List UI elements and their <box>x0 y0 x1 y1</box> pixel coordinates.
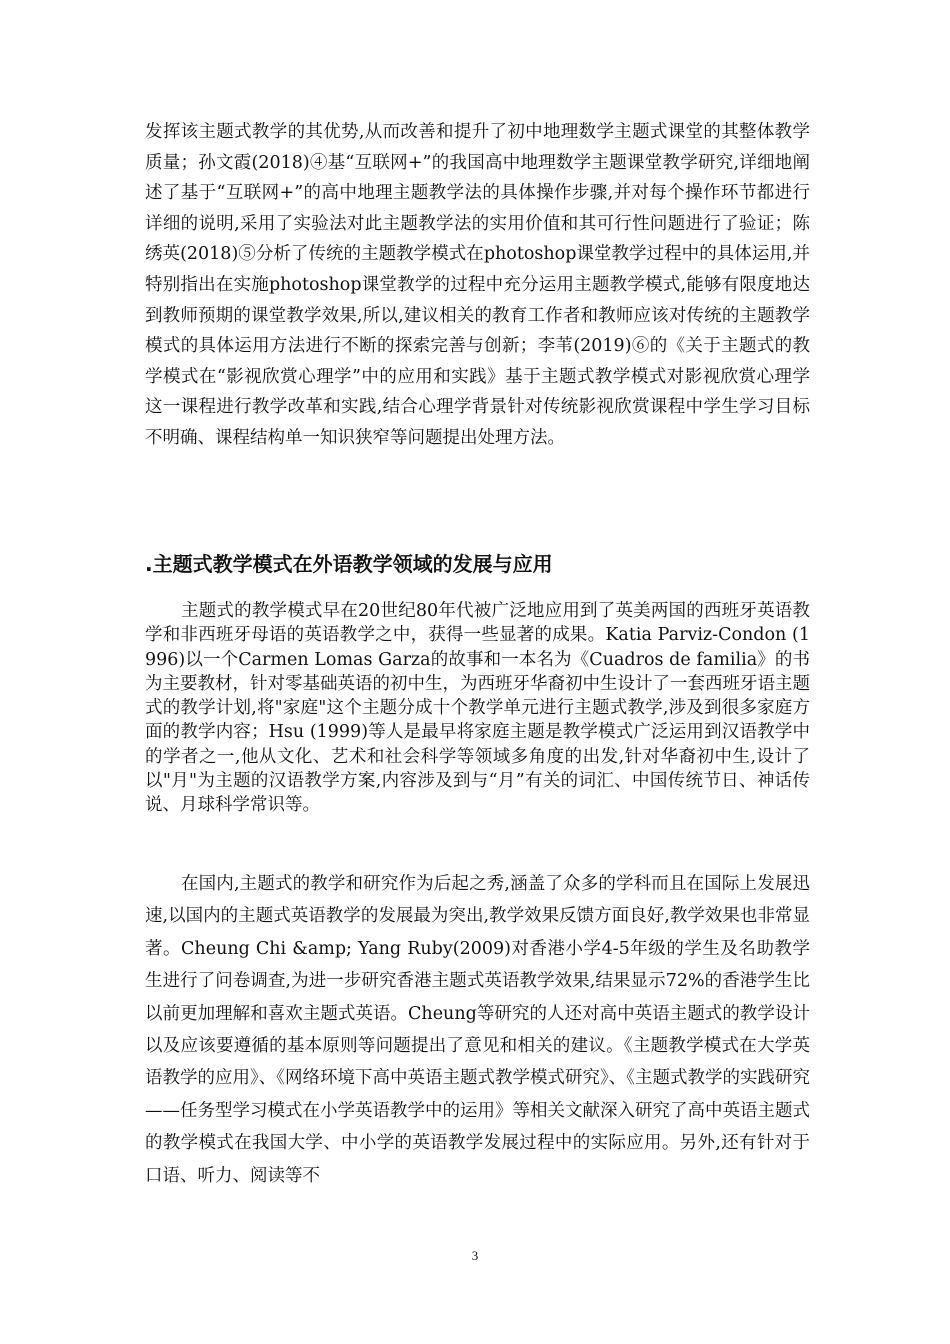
body-paragraph-3: 在国内,主题式的教学和研究作为后起之秀,涵盖了众多的学科而且在国际上发展迅速,以国内的主题式英语教学的发展最为突出,教学效果反馈方面良好,教学效果也非常显著。Cheung Chi &amp; Yang Ruby(2009)对香港小学4-5年级的学生及名助教学生进行了问卷调查,为进一步研究香港主题式英语教学效果,结果显示72%的香港学生比以前更加理解和喜欢主题式英语。Cheung等研究的人还对高中英语主题式的教学设计以及应该要遵循的基本原则等问题提出了意见和相关的建议。《主题教学模式在大学英语教学的应用》、《网络环境下高中英语主题式教学模式研究》、《主题式教学的实践研究——任务型学习模式在小学英语教学中的运用》等相关文献深入研究了高中英语主题式的教学模式在我国大学、中小学的英语教学发展过程中的实际应用。另外,还有针对于口语、听力、阅读等不 <box>145 874 810 1186</box>
body-paragraph-2: 主题式的教学模式早在20世纪80年代被广泛地应用到了英美两国的西班牙英语教学和非西班牙母语的英语教学之中，获得一些显著的成果。Katia Parviz-Condon (1996)以一个Carmen Lomas Garza的故事和一本名为《Cuadros de familia》的书为主要教材，针对零基础英语的初中生，为西班牙华裔初中生设计了一套西班牙语主题式的教学计划,将"家庭"这个主题分成十个教学单元进行主题式教学,涉及到很多家庭方面的教学内容；Hsu (1999)等人是最早将家庭主题是教学模式广泛运用到汉语教学中的学者之一,他从文化、艺术和社会科学等领域多角度的出发,针对华裔初中生,设计了以"月"为主题的汉语教学方案,内容涉及到与“月”有关的词汇、中国传统节日、神话传说、月球科学常识等。 <box>145 601 810 816</box>
body-paragraph-1: 发挥该主题式教学的其优势,从而改善和提升了初中地理数学主题式课堂的其整体教学质量；孙文霞(2018)④基“互联网+”的我国高中地理数学主题课堂教学研究,详细地阐述了基于“互联网+”的高中地理主题教学法的具体操作步骤,并对每个操作环节都进行详细的说明,采用了实验法对此主题教学法的实用价值和其可行性问题进行了验证；陈绣英(2018)⑤分析了传统的主题教学模式在photoshop课堂教学过程中的具体运用,并特别指出在实施photoshop课堂教学的过程中充分运用主题教学模式,能够有限度地达到教师预期的课堂教学效果,所以,建议相关的教育工作者和教师应该对传统的主题教学模式的具体运用方法进行不断的探索完善与创新；李苇(2019)⑥的《关于主题式的教学模式在“影视欣赏心理学”中的应用和实践》基于主题式教学模式对影视欣赏心理学这一课程进行教学改革和实践,结合心理学背景针对传统影视欣赏课程中学生学习目标不明确、课程结构单一知识狭窄等问题提出处理方法。 <box>145 122 810 448</box>
page-number: 3 <box>471 1248 479 1263</box>
section-heading: .主题式教学模式在外语教学领域的发展与应用 <box>145 552 553 576</box>
